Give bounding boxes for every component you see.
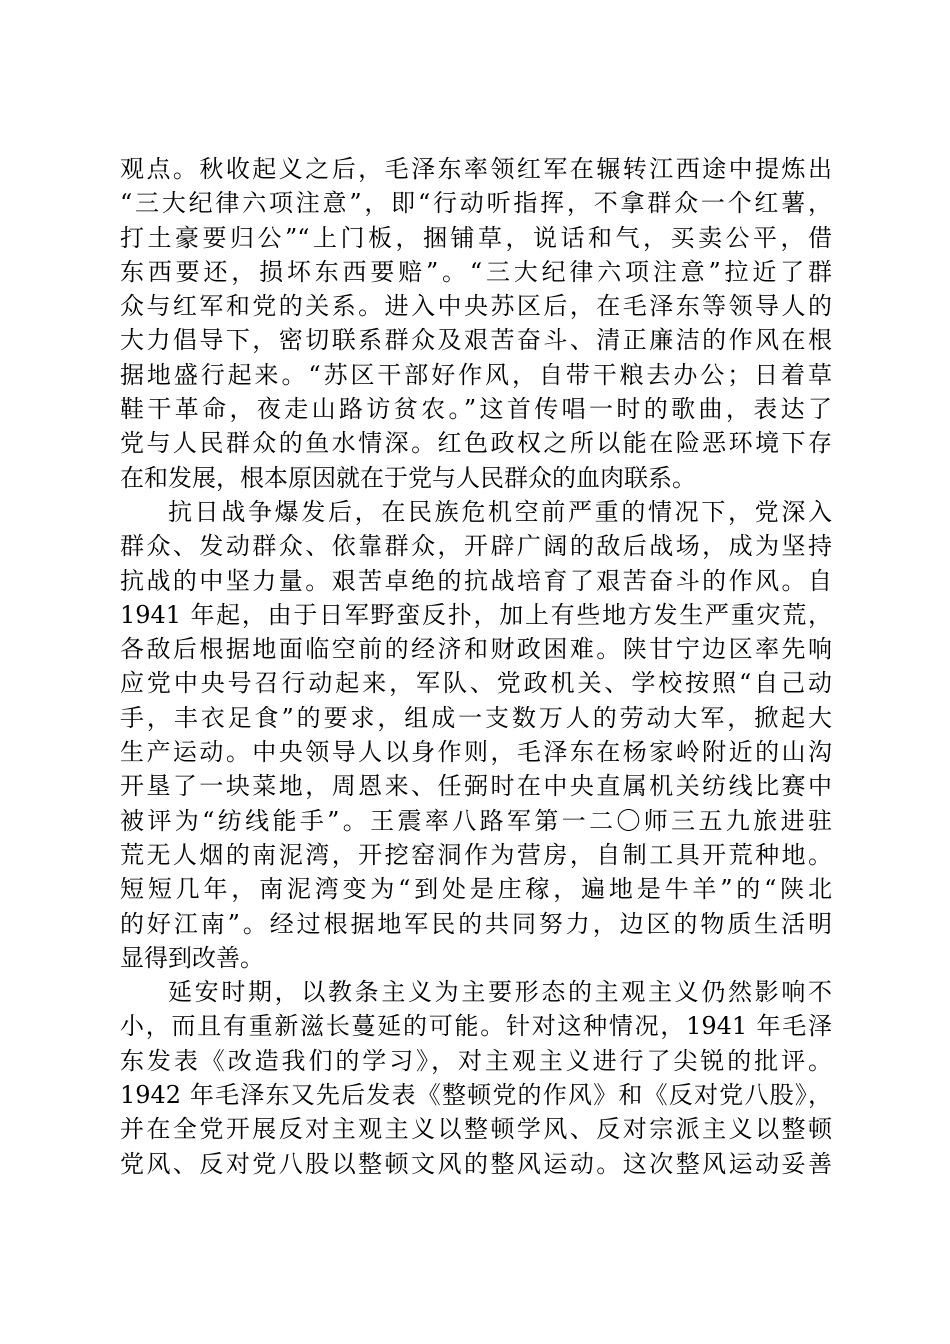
paragraph-end-line: 在和发展，根本原因就在于党与人民群众的血肉联系。 (120, 463, 696, 492)
text-line: 抗战的中坚力量。艰苦卓绝的抗战培育了艰苦奋斗的作风。自 (120, 566, 832, 595)
text-line: 东西要还，损坏东西要赔”。“三大纪律六项注意”拉近了群 (120, 257, 832, 286)
text-line: 短短几年，南泥湾变为“到处是庄稼，遍地是牛羊”的“陕北 (120, 875, 832, 904)
body-text (120, 152, 832, 1181)
text-line: 被评为“纺线能手”。王震率八路军第一二〇师三五九旅进驻 (120, 806, 832, 835)
text-line: 党风、反对党八股以整顿文风的整风运动。这次整风运动妥善 (120, 1149, 832, 1178)
text-line: 据地盛行起来。“苏区干部好作风，自带干粮去办公；日着草 (120, 360, 832, 389)
text-line: 东发表《改造我们的学习》，对主观主义进行了尖锐的批评。 (120, 1046, 832, 1075)
text-line: 荒无人烟的南泥湾，开挖窑洞作为营房，自制工具开荒种地。 (120, 840, 832, 869)
paragraph-first-line: 延安时期，以教条主义为主要形态的主观主义仍然影响不 (168, 978, 832, 1007)
text-line: 众与红军和党的关系。进入中央苏区后，在毛泽东等领导人的 (120, 292, 832, 321)
paragraph-first-line: 抗日战争爆发后，在民族危机空前严重的情况下，党深入 (168, 497, 832, 526)
text-line: 1941 年起，由于日军野蛮反扑，加上有些地方发生严重灾荒， (120, 600, 832, 629)
text-line: “三大纪律六项注意”，即“行动听指挥，不拿群众一个红薯， (120, 189, 832, 218)
text-line: 应党中央号召行动起来，军队、党政机关、学校按照“自己动 (120, 669, 832, 698)
text-line: 大力倡导下，密切联系群众及艰苦奋斗、清正廉洁的作风在根 (120, 326, 832, 355)
text-line: 群众、发动群众、依靠群众，开辟广阔的敌后战场，成为坚持 (120, 532, 832, 561)
text-line: 并在全党开展反对主观主义以整顿学风、反对宗派主义以整顿 (120, 1115, 832, 1144)
text-line: 1942 年毛泽东又先后发表《整顿党的作风》和《反对党八股》， (120, 1081, 832, 1110)
text-line: 生产运动。中央领导人以身作则，毛泽东在杨家岭附近的山沟 (120, 738, 832, 767)
text-line: 鞋干革命，夜走山路访贫农。”这首传唱一时的歌曲，表达了 (120, 395, 832, 424)
text-line: 打土豪要归公”“上门板，捆铺草，说话和气，买卖公平，借 (120, 223, 832, 252)
text-line: 手，丰衣足食”的要求，组成一支数万人的劳动大军，掀起大 (120, 703, 832, 732)
text-line: 观点。秋收起义之后，毛泽东率领红军在辗转江西途中提炼出 (120, 155, 832, 183)
paragraph-end-line: 显得到改善。 (120, 943, 264, 972)
text-line: 小，而且有重新滋长蔓延的可能。针对这种情况，1941 年毛泽 (120, 1012, 832, 1041)
text-line: 的好江南”。经过根据地军民的共同努力，边区的物质生活明 (120, 909, 832, 938)
text-line: 各敌后根据地面临空前的经济和财政困难。陕甘宁边区率先响 (120, 635, 832, 664)
text-line: 开垦了一块菜地，周恩来、任弼时在中央直属机关纺线比赛中 (120, 772, 832, 801)
text-line: 党与人民群众的鱼水情深。红色政权之所以能在险恶环境下存 (120, 429, 832, 458)
